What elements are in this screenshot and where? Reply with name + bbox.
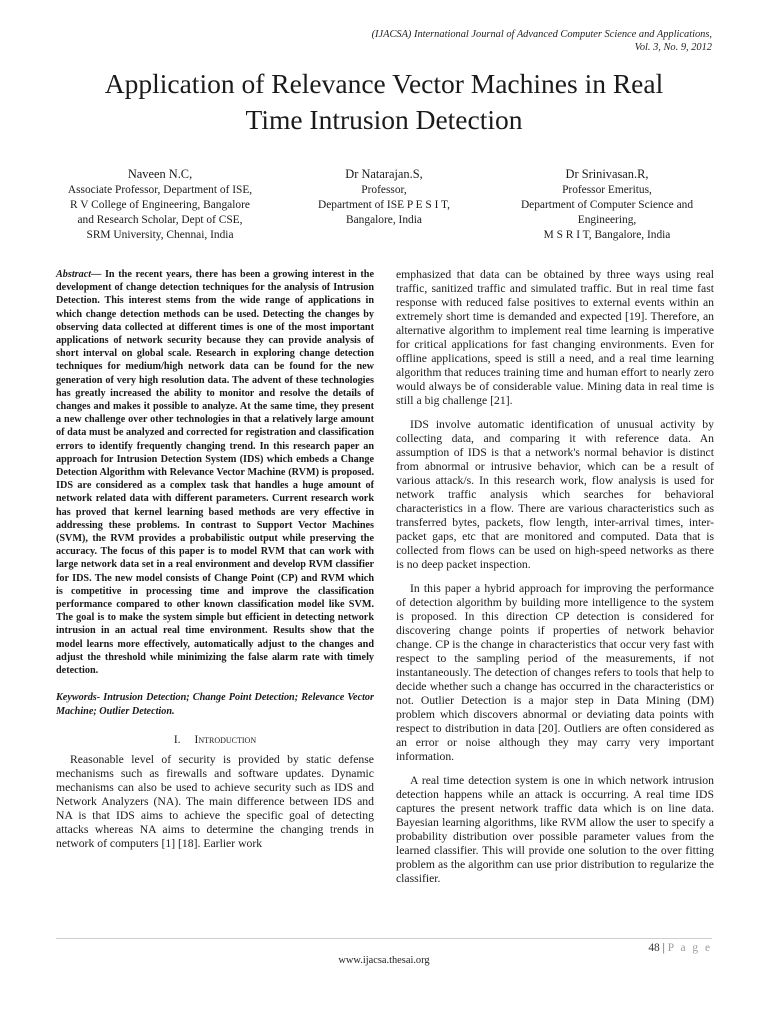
page-separator: | [659, 942, 668, 954]
author-affiliation-line: Engineering, [577, 214, 637, 226]
keywords: Keywords- Intrusion Detection; Change Point Detection; Relevance Vector Machine; Outlier Detection. [56, 692, 374, 717]
author-affiliation-line: Associate Professor, Department of ISE, [67, 184, 253, 196]
section-number: I. [173, 733, 181, 746]
author-affiliation-line: R V College of Engineering, Bangalore [70, 199, 250, 211]
author-affiliation-line: SRM University, Chennai, India [86, 229, 234, 241]
author-affiliation-line: Department of Computer Science and [520, 199, 694, 211]
body-paragraph: IDS involve automatic identification of unusual activity by collecting data, and comparing it with reference data. An assumption of IDS is that a network's normal behavior is distinct from abnormal or intrusive behavior, which can be a result of various attack/s. In this research work, flow analysis is used for network traffic analysis which searches for behavioral characteristics in a flow. There are various characteristics such as transferred bytes, packets, flow length, inter-arrival times, inter-packet gaps, etc that are monitored and computed. Data that is collected from flows can be used on high-speed networks as there is no deep packet inspection. [396, 418, 714, 571]
paper-title [40, 66, 728, 138]
title-line-1: Application of Relevance Vector Machines in Real [104, 68, 664, 99]
body-paragraph: In this paper a hybrid approach for improving the performance of detection algorithm by building more intelligence to the system is proposed. In this direction CP detection is considered for discovering change points if properties of network behavior change. CP is the change in characteristics that occur very fast with respect to the sampling period of the measurements, if not instantaneously. The detection of changes refers to tools that help to decide whether such a change has occurred in the characteristics or not. Outlier Detection is a major step in Data Mining (DM) problem which discovers abnormal or deviating data points with respect to distribution in data [20]. Outliers are often considered as an error or noise although they may carry very important information. [396, 582, 714, 763]
page-number-value: 48 [648, 942, 660, 954]
author-2 [286, 166, 482, 228]
author-name: Dr Srinivasan.R, [565, 167, 649, 181]
body-paragraph: emphasized that data can be obtained by three ways using real traffic, sanitized traffic and simulated traffic. But in real time fast response with reduced false positives to external events within an extremely short time is demanded and expected [19]. Therefore, an alternative algorithm to implement real time learning is imperative for critical applications for fast changing environments. Even for offline applications, speed is still a need, and a real time learning algorithm that reduces training time and human effort to nearly zero would always be of considerable value. Mining data in real time is still a big challenge [21]. [396, 268, 714, 407]
author-affiliation-line: M S R I T, Bangalore, India [543, 229, 671, 241]
abstract-text: In the recent years, there has been a growing interest in the development of change detection techniques for the analysis of Intrusion Detection. This interest stems from the wide range of applications in which change detection methods can be used. Detecting the changes by observing data collected at different times is one of the most important applications of network security because they can provide analysis of short interval on global scale. Research in exploring change detection techniques for medium/high network data can be found for the new generation of very high resolution data. The advent of these technologies has greatly increased the ability to monitor and resolve the details of changes and makes it possible to analyze. At the same time, they present a new challenge over other technologies in that a relatively large amount of data must be analyzed and corrected for registration and classification errors to identify frequently changing trend. In this research paper an approach for Intrusion Detection System (IDS) which embeds a Change Detection Algorithm with Relevance Vector Machine (RVM) is proposed. IDS are considered as a complex task that handles a huge amount of network related data with different parameters. Current research work has proved that kernel learning based methods are very effective in addressing these problems. In contrast to Support Vector Machines (SVM), the RVM provides a probabilistic output while preserving the accuracy. The focus of this paper is to model RVM that can work with large network data set in a real environment and develop RVM classifier for IDS. The new model consists of Change Point (CP) and RVM which is competitive in processing time and improve the classification performance compared to other known classification model like SVM. The goal is to make the system simple but efficient in detecting network intrusion in an actual real time environment. Results show that the model learns more effectively, automatically adjust to the changes and adjust the threshold while minimizing the false alarm rate with timely detection. [56, 269, 374, 677]
abstract-dash: — [91, 269, 105, 280]
journal-name: (IJACSA) International Journal of Advanced Computer Science and Applications, [371, 29, 712, 40]
journal-website: www.ijacsa.thesai.org [338, 955, 430, 966]
intro-paragraph: Reasonable level of security is provided by static defense mechanisms such as firewalls and software updates. Dynamic mechanisms can also be used to achieve security such as IDS and Network Analyzers (NA). The main difference between IDS and NA is that IDS aims to achieve the specific goal of detecting attacks whereas NA aims to determine the changing trends in network of computers [1] [18]. Earlier work [56, 752, 374, 850]
right-column [396, 268, 714, 886]
author-affiliation-line: Bangalore, India [346, 214, 422, 226]
section-title: Introduction [194, 733, 257, 746]
author-3 [500, 166, 714, 243]
author-affiliation-line: Professor Emeritus, [562, 184, 652, 196]
title-line-2: Time Intrusion Detection [245, 104, 523, 135]
page-number [648, 942, 712, 954]
abstract [56, 268, 374, 677]
author-name: Dr Natarajan.S, [345, 167, 423, 181]
footer-divider [56, 938, 712, 939]
journal-volume: Vol. 3, No. 9, 2012 [634, 42, 712, 53]
left-column [56, 268, 374, 851]
author-affiliation-line: Professor, [361, 184, 407, 196]
author-affiliation-line: Department of ISE P E S I T, [317, 199, 451, 211]
journal-header [372, 28, 712, 54]
abstract-label: Abstract [56, 269, 92, 280]
author-affiliation-line: and Research Scholar, Dept of CSE, [77, 214, 243, 226]
section-heading [56, 733, 374, 747]
author-1 [40, 166, 280, 243]
page-label: P a g e [667, 942, 712, 954]
author-name: Naveen N.C, [127, 167, 193, 181]
body-paragraph: A real time detection system is one in which network intrusion detection happens while an attack is occurring. A real time IDS captures the present network traffic data which is on line data. Bayesian learning algorithms, like RVM allow the user to specify a probability distribution over possible parameter values from the learned classifier. This will provide one solution to the over fitting problem as the algorithm can use prior distribution to regularize the classifier. [396, 774, 714, 885]
